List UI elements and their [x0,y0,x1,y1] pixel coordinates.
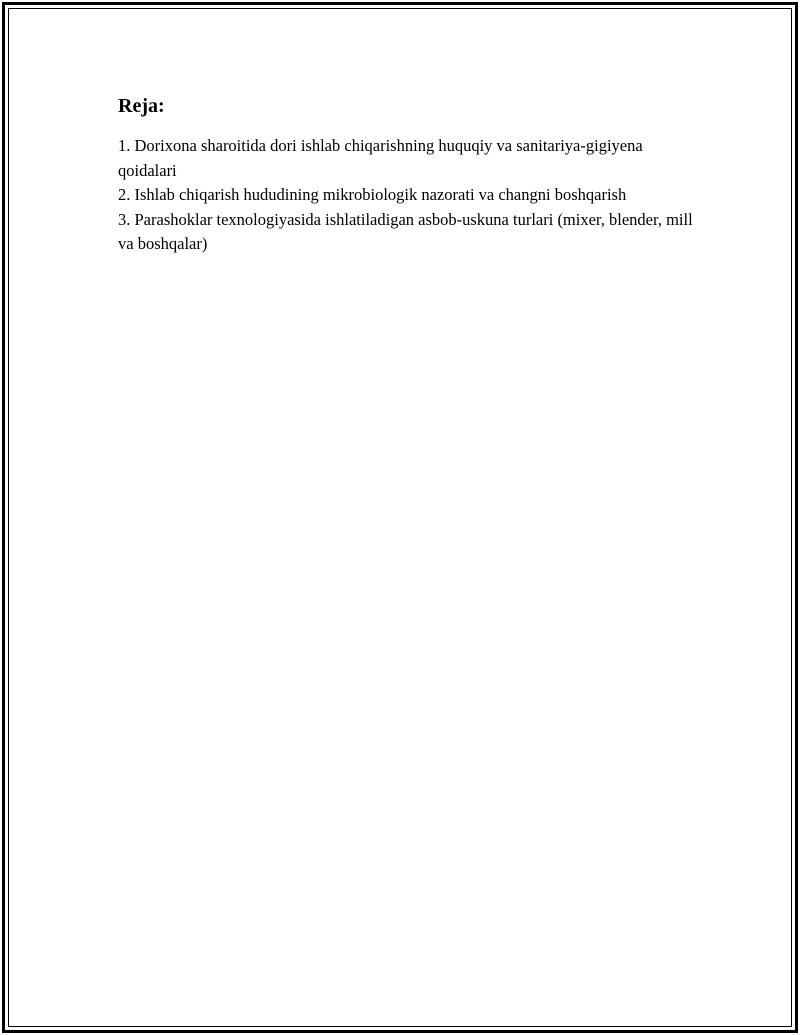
plan-item-2 [118,183,698,208]
plan-list [118,134,698,257]
plan-item-3 [118,208,698,257]
plan-item-1-line-2: sanitariya-gigiyena qoidalari [118,136,643,180]
plan-item-1 [118,134,698,183]
document-body [118,92,698,257]
plan-item-1-line-1: 1. Dorixona sharoitida dori ishlab chiqarishning huquqiy va [118,136,513,155]
plan-item-3-line-2: blender, mill va boshqalar) [118,209,693,253]
plan-heading: Reja: [118,95,165,117]
plan-item-3-line-1: 3. Parashoklar texnologiyasida ishlatiladigan asbob-uskuna turlari (mixer, [118,209,605,229]
plan-item-2-line-1: 2. Ishlab chiqarish hududining mikrobiologik nazorati va changni boshqarish [118,185,627,204]
